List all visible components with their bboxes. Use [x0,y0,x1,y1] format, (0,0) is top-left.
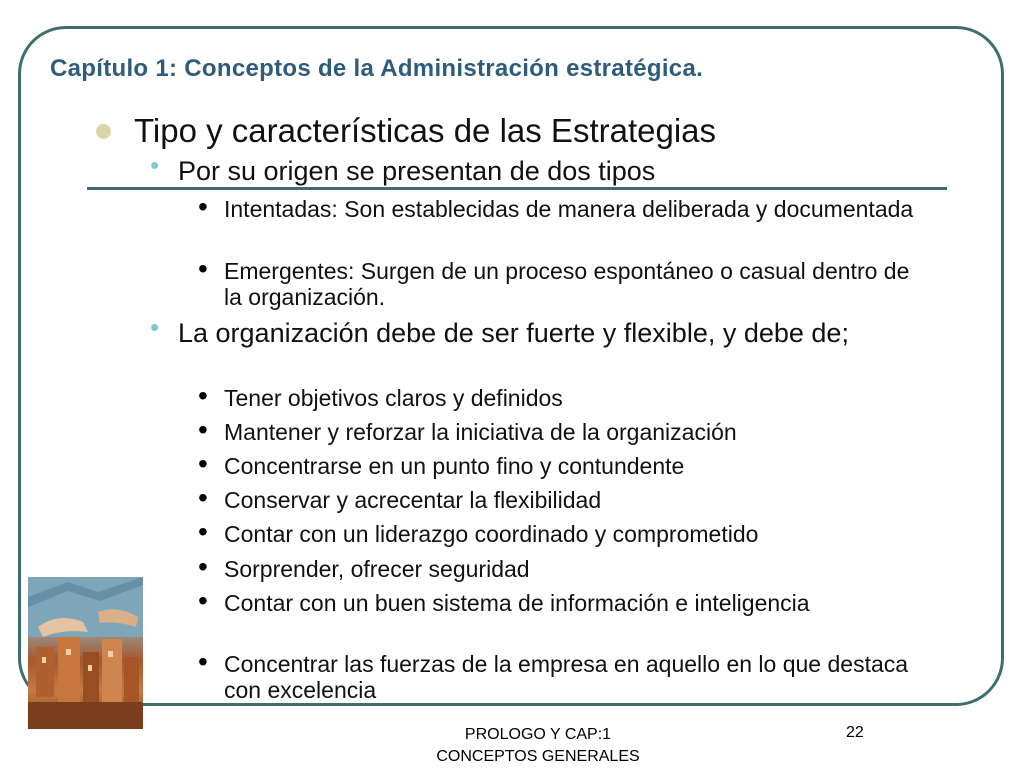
bullet-icon: • [198,448,208,479]
list-item-text: Concentrarse en un punto fino y contundente [224,453,685,479]
bullet-icon: • [198,516,208,547]
bullet-icon: • [198,253,208,284]
footer-line: PROLOGO Y CAP:1 [464,726,612,743]
list-item-text: Emergentes: Surgen de un proceso espontáneo o casual dentro de la organización. [224,258,910,310]
list-item-text: Contar con un liderazgo coordinado y comprometido [224,521,759,547]
page-number: 22 [846,724,864,741]
list-item-text: Tener objetivos claros y definidos [224,385,563,411]
bullet-icon: • [198,551,208,582]
bullet-icon: • [198,646,208,677]
bullet-icon: • [198,380,208,411]
divider-line [87,187,947,190]
organization-label: La organización debe de ser fuerte y flexible, y debe de; [178,318,849,348]
list-item-text: Contar con un buen sistema de información e inteligencia [224,590,810,616]
bullet-icon: • [198,585,208,616]
origin-label: Por su origen se presentan de dos tipos [178,156,656,186]
bullet-icon: • [198,191,208,222]
slide-title: Capítulo 1: Conceptos de la Administración estratégica. [50,55,704,82]
decorative-collage-image [28,577,143,729]
footer-line: CONCEPTOS GENERALES [436,748,640,765]
bullet-icon: • [198,414,208,445]
list-item-text: Intentadas: Son establecidas de manera deliberada y documentada [224,196,914,222]
slide-footer [400,724,676,768]
list-item-text: Concentrar las fuerzas de la empresa en aquello en lo que destaca con excelencia [224,651,909,703]
bullet-icon [96,124,111,139]
list-item-text: Sorprender, ofrecer seguridad [224,556,530,582]
heading-text: Tipo y características de las Estrategias [134,112,717,149]
bullet-icon: • [150,312,160,342]
list-item-text: Conservar y acrecentar la flexibilidad [224,487,602,513]
bullet-icon: • [198,482,208,513]
list-item-text: Mantener y reforzar la iniciativa de la organización [224,419,737,445]
bullet-icon: • [150,150,160,180]
